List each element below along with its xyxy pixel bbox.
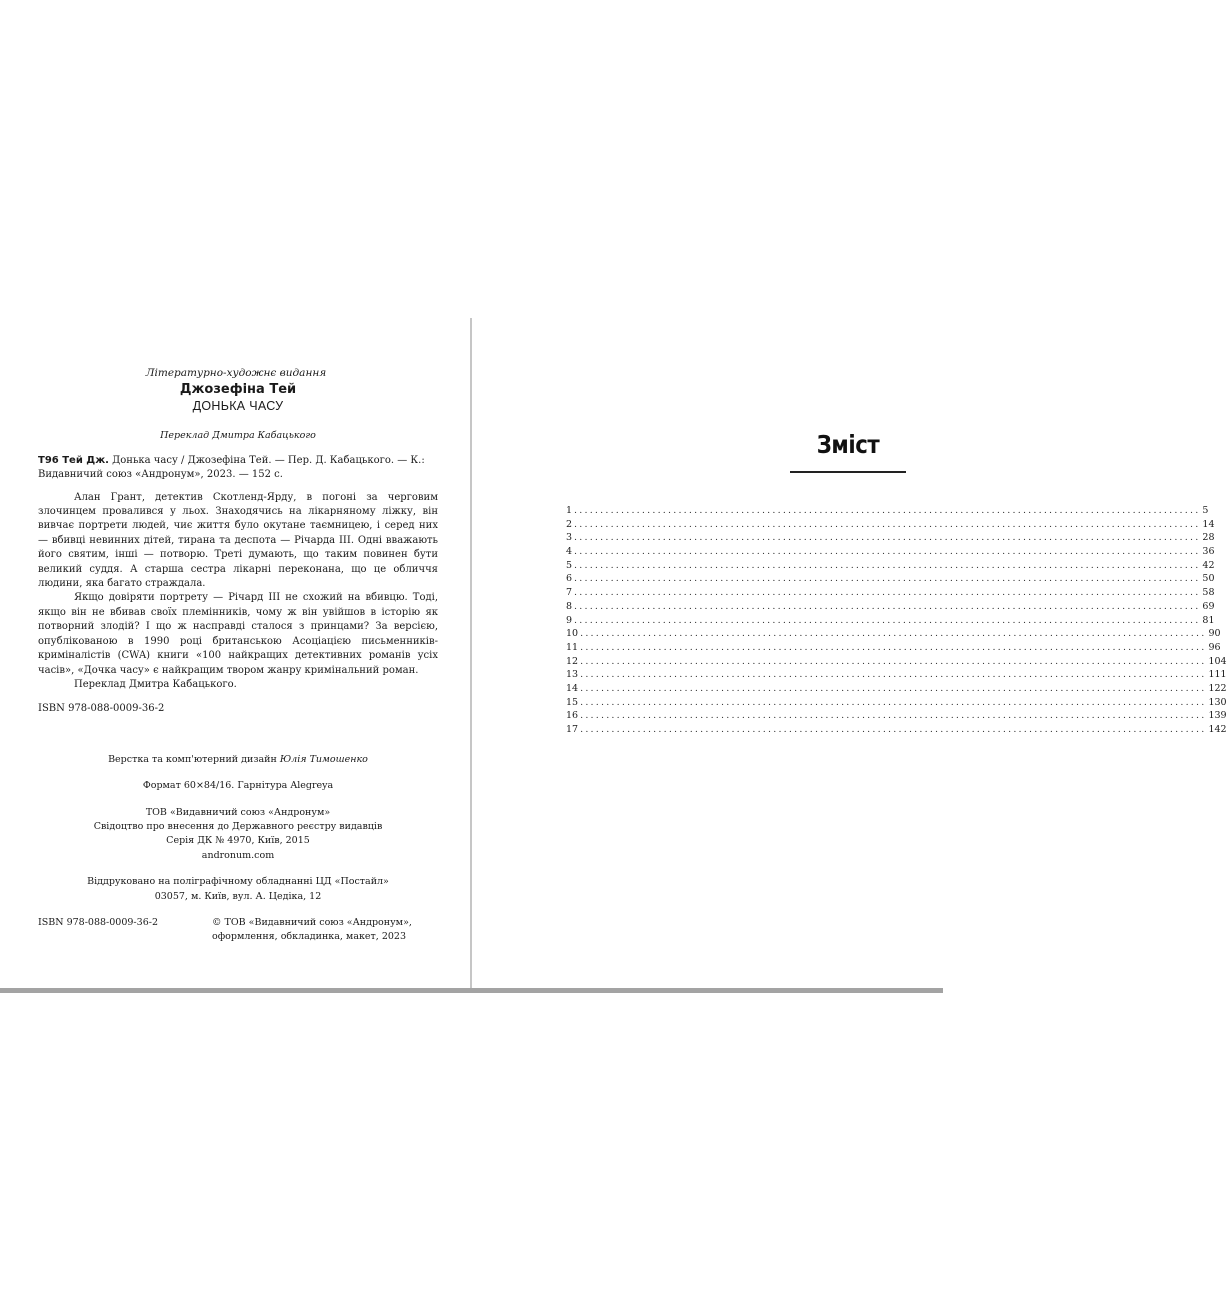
toc-page-number: 139 [1208, 710, 1227, 722]
isbn-top: ISBN 978-088-0009-36-2 [38, 703, 165, 715]
copyright-row [38, 916, 438, 946]
toc-entry[interactable] [566, 655, 1227, 670]
toc-page-number: 42 [1202, 559, 1215, 571]
toc-entry[interactable] [566, 710, 1227, 724]
toc-chapter-number: 14 [566, 682, 579, 694]
toc-page-number: 90 [1208, 628, 1221, 640]
toc-chapter-number: 9 [566, 614, 573, 626]
toc-entry[interactable] [566, 546, 1215, 560]
toc-dot-leader: ........................................................................................................................ [580, 669, 1207, 681]
toc-dot-leader: ........................................................................................................................ [580, 710, 1207, 722]
toc-entry[interactable] [566, 696, 1227, 711]
toc-dot-leader: ........................................................................................................................ [580, 655, 1207, 667]
book-title: ДОНЬКА ЧАСУ [192, 399, 284, 414]
imprint-page [38, 366, 438, 946]
edition-genre: Літературно-художнє видання [145, 367, 327, 379]
annotation-paragraph-1: Алан Грант, детектив Скотленд-Ярду, в погоні за черговим злочинцем провалився у льох. Знаходячись на лікарняному ліжку, він вивчає портрети людей, чиє життя було окутане таємницею, і серед них — вбивці невинних дітей, тирана та деспота — Річарда III. Одні вважають його святим, інші — потворю. Треті думають, що таким повинен бути великий суддя. А старша сестра лікарні переконана, що це обличчя людини, яка багато страждала. [38, 491, 438, 590]
toc-chapter-number: 15 [566, 696, 579, 708]
toc-dot-leader: ........................................................................................................................ [580, 641, 1207, 653]
toc-entry[interactable] [566, 682, 1227, 697]
annotation-paragraph-2: Якщо довіряти портрету — Річард III не схожий на вбивцю. Тоді, якщо він не вбивав своїх племінників, чому ж він увійшов в історію як потворний злодій? І що ж насправді сталося з принцами? За версією, опублікованою в 1990 році британською Асоціацією письменників-криміналістів (CWA) книги «100 найкращих детективних романів усіх часів», «Дочка часу» є найкращим твором жанру кримінальний роман. [38, 592, 438, 676]
toc-dot-leader: ........................................................................................................................ [574, 505, 1201, 516]
toc-chapter-number: 11 [566, 641, 579, 653]
table-of-contents [566, 505, 1227, 738]
toc-dot-leader: ........................................................................................................................ [574, 587, 1201, 599]
copyright-notice [212, 916, 412, 945]
publisher-certificate: Свідоцтво про внесення до Державного реєстру видавців [93, 820, 383, 832]
copyright-line-2: оформлення, обкладинка, макет, 2023 [212, 931, 407, 943]
toc-chapter-number: 10 [566, 628, 579, 640]
toc-entry[interactable] [566, 559, 1215, 574]
page-gutter-divider [470, 318, 472, 988]
toc-chapter-number: 4 [566, 546, 573, 558]
toc-entry[interactable] [566, 600, 1215, 615]
toc-page-number: 104 [1208, 655, 1227, 667]
toc-chapter-number: 17 [566, 724, 579, 735]
toc-dot-leader: ........................................................................................................................ [574, 546, 1201, 558]
toc-chapter-number: 6 [566, 573, 573, 585]
toc-entry[interactable] [566, 518, 1215, 533]
toc-entry[interactable] [566, 628, 1221, 642]
toc-entry[interactable] [566, 641, 1221, 656]
toc-page-number: 130 [1208, 696, 1227, 708]
printer-address: 03057, м. Київ, вул. А. Цедіка, 12 [154, 890, 322, 902]
toc-page-number: 5 [1202, 505, 1209, 516]
copyright-line-1: © ТОВ «Видавничий союз «Андронум», [212, 916, 412, 928]
catalog-record [38, 454, 438, 483]
toc-chapter-number: 1 [566, 505, 573, 516]
annotation-signature: Переклад Дмитра Кабацького. [74, 678, 237, 690]
toc-dot-leader: ........................................................................................................................ [580, 724, 1207, 735]
toc-chapter-number: 7 [566, 587, 573, 599]
toc-page-number: 50 [1202, 573, 1215, 585]
toc-heading: Зміст [816, 430, 880, 459]
toc-chapter-number: 5 [566, 559, 573, 571]
toc-page-number: 69 [1202, 600, 1215, 612]
catalog-code: Т96 Тей Дж. [38, 454, 109, 466]
printer-line: Віддруковано на поліграфічному обладнанні ЦД «Постайл» [87, 876, 389, 888]
toc-entry[interactable] [566, 532, 1215, 546]
toc-entry[interactable] [566, 614, 1215, 629]
toc-page-number: 122 [1208, 682, 1227, 694]
toc-entry[interactable] [566, 587, 1215, 601]
toc-page-number: 142 [1208, 724, 1227, 735]
toc-entry[interactable] [566, 573, 1215, 587]
toc-dot-leader: ........................................................................................................................ [580, 682, 1207, 694]
toc-entry[interactable] [566, 724, 1227, 738]
catalog-text: Донька часу / Джозефіна Тей. — Пер. Д. Кабацького. — К.: Видавничий союз «Андронум», 2023. — 152 с. [38, 454, 425, 481]
layout-credit-label: Верстка та комп'ютерний дизайн [108, 753, 280, 765]
publisher-website: andronum.com [201, 849, 275, 861]
toc-page-number: 58 [1202, 587, 1215, 599]
layout-credit [38, 753, 438, 767]
toc-entry[interactable] [566, 669, 1227, 683]
spread-bottom-edge [0, 988, 943, 993]
toc-chapter-number: 8 [566, 600, 573, 612]
toc-dot-leader: ........................................................................................................................ [580, 628, 1207, 640]
format-line: Формат 60×84/16. Гарнітура Alegreya [142, 780, 334, 792]
toc-chapter-number: 12 [566, 655, 579, 667]
toc-dot-leader: ........................................................................................................................ [574, 532, 1201, 544]
imprint-details [38, 753, 438, 904]
toc-page-number: 111 [1208, 669, 1227, 681]
isbn-bottom: ISBN 978-088-0009-36-2 [38, 916, 158, 928]
toc-chapter-number: 13 [566, 669, 579, 681]
toc-dot-leader: ........................................................................................................................ [574, 573, 1201, 585]
annotation [38, 491, 438, 693]
toc-page-number: 81 [1202, 614, 1215, 626]
toc-page-number: 36 [1202, 546, 1215, 558]
toc-heading-rule [790, 471, 906, 473]
translator-credit: Переклад Дмитра Кабацького [160, 430, 316, 442]
layout-credit-name: Юлія Тимошенко [279, 753, 368, 765]
publisher-name: ТОВ «Видавничий союз «Андронум» [145, 806, 331, 818]
toc-dot-leader: ........................................................................................................................ [580, 696, 1207, 708]
toc-chapter-number: 3 [566, 532, 573, 544]
toc-page-number: 14 [1202, 518, 1215, 530]
toc-dot-leader: ........................................................................................................................ [574, 559, 1201, 571]
toc-dot-leader: ........................................................................................................................ [574, 600, 1201, 612]
toc-chapter-number: 2 [566, 518, 573, 530]
toc-entry[interactable] [566, 505, 1209, 519]
toc-page-number: 96 [1208, 641, 1221, 653]
publisher-series: Серія ДК № 4970, Київ, 2015 [166, 835, 310, 847]
book-author: Джозефіна Тей [179, 382, 297, 398]
toc-dot-leader: ........................................................................................................................ [574, 614, 1201, 626]
toc-page-number: 28 [1202, 532, 1215, 544]
toc-dot-leader: ........................................................................................................................ [574, 518, 1201, 530]
toc-chapter-number: 16 [566, 710, 579, 722]
